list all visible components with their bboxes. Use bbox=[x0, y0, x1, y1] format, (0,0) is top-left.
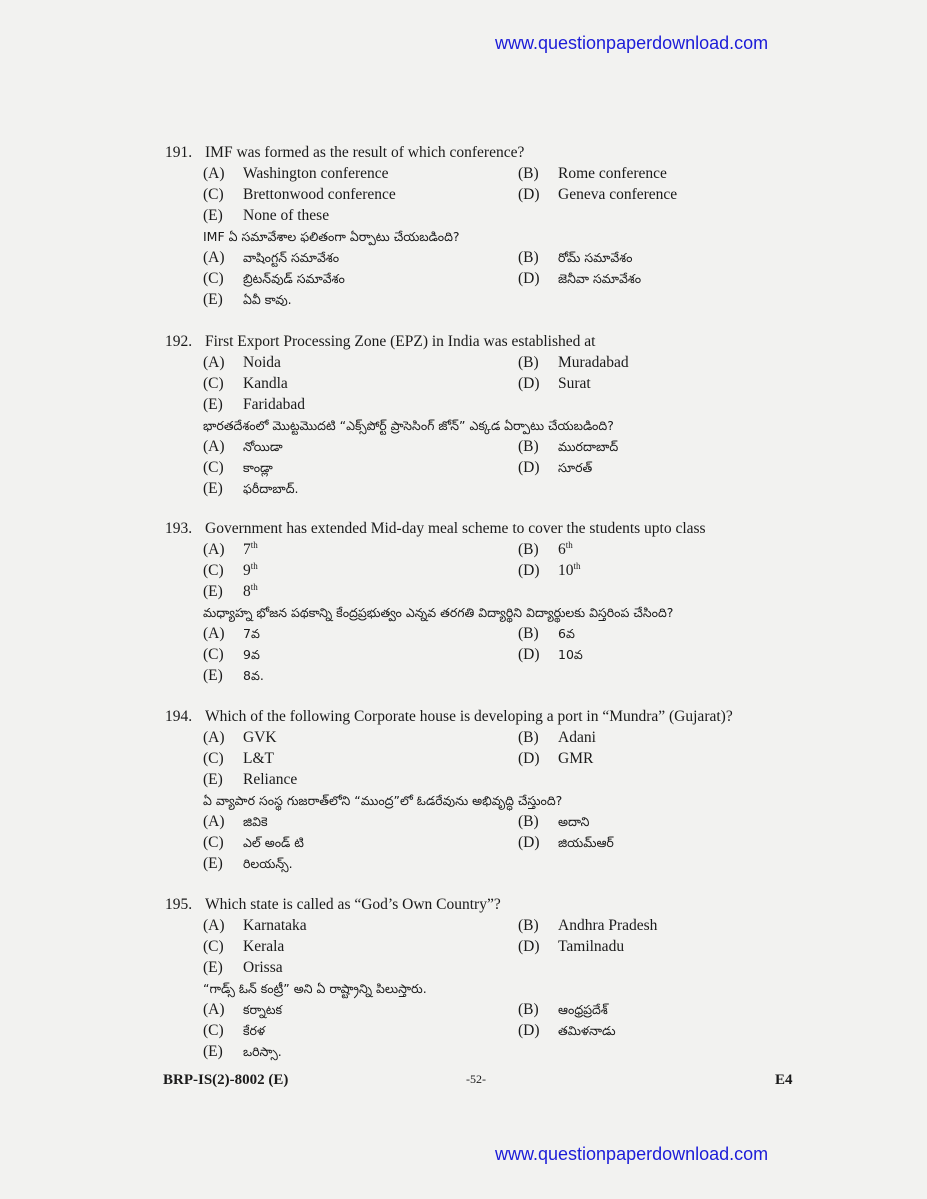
option-e: (E) Orissa bbox=[203, 959, 283, 976]
option-d: (D) 10th bbox=[518, 560, 581, 579]
question-text: Government has extended Mid-day meal scheme to cover the students upto class bbox=[205, 520, 706, 537]
question-text-telugu: మధ్యాహ్న భోజన పథకాన్ని కేంద్రప్రభుత్వం ఎన్నవ తరగతి విద్యార్థిని విద్యార్థులకు విస్తరింప చేసింది? bbox=[203, 605, 674, 620]
option-c: (C) 9th bbox=[203, 560, 258, 579]
paper-set: E4 bbox=[775, 1072, 793, 1088]
question-text-telugu: “గాడ్స్ ఓన్ కంట్రీ” అని ఏ రాష్ట్రాన్ని పిలుస్తారు. bbox=[203, 981, 427, 996]
question-number: 193. bbox=[165, 520, 193, 537]
option-d: (D) Surat bbox=[518, 375, 591, 392]
question-text: Which state is called as “God’s Own Country”? bbox=[205, 896, 501, 913]
option-b-telugu: (B) అదాని bbox=[518, 813, 590, 830]
question-text-telugu: ఏ వ్యాపార సంస్థ గుజరాత్‌లోని “ముంద్ర”లో ఓడరేవును అభివృద్ధి చేస్తుంది? bbox=[203, 793, 563, 808]
paper-code: BRP-IS(2)-8002 (E) bbox=[163, 1072, 289, 1088]
option-b-telugu: (B) రోమ్ సమావేశం bbox=[518, 249, 633, 266]
option-c-telugu: (C) కేరళ bbox=[203, 1022, 266, 1039]
option-c-telugu: (C) ఎల్ అండ్ టి bbox=[203, 834, 304, 851]
option-e-telugu: (E) రిలయన్స్. bbox=[203, 855, 293, 872]
question-195 bbox=[165, 894, 785, 1062]
option-e-telugu: (E) ఒరిస్సా. bbox=[203, 1043, 282, 1060]
question-number: 191. bbox=[165, 144, 193, 161]
question-stem bbox=[165, 894, 785, 915]
question-stem bbox=[165, 331, 785, 352]
question-number: 192. bbox=[165, 333, 193, 350]
watermark-bottom[interactable]: www.questionpaperdownload.com bbox=[495, 1144, 769, 1164]
option-a: (A) 7th bbox=[203, 539, 258, 558]
option-a-telugu: (A) వాషింగ్టన్ సమావేశం bbox=[203, 249, 340, 266]
option-b-telugu: (B) 6వ bbox=[518, 625, 575, 642]
option-c: (C) Kandla bbox=[203, 375, 288, 392]
option-d: (D) Tamilnadu bbox=[518, 938, 625, 955]
question-194 bbox=[165, 706, 785, 874]
option-b: (B) 6th bbox=[518, 539, 573, 558]
page-footer bbox=[163, 1072, 803, 1092]
option-a: (A) Karnataka bbox=[203, 917, 307, 934]
option-c-telugu: (C) బ్రిటన్‌వుడ్ సమావేశం bbox=[203, 270, 345, 287]
question-text-telugu: IMF ఏ సమావేశాల ఫలితంగా ఏర్పాటు చేయబడింది? bbox=[203, 229, 460, 244]
option-a-telugu: (A) జివికె bbox=[203, 813, 268, 830]
page-number: -52- bbox=[466, 1072, 486, 1086]
option-b: (B) Andhra Pradesh bbox=[518, 917, 658, 934]
option-a: (A) Noida bbox=[203, 354, 281, 371]
option-e-telugu: (E) 8వ. bbox=[203, 667, 264, 684]
option-d-telugu: (D) జియమ్ఆర్ bbox=[518, 834, 614, 851]
option-d: (D) Geneva conference bbox=[518, 186, 678, 203]
option-d: (D) GMR bbox=[518, 750, 594, 767]
question-text: First Export Processing Zone (EPZ) in India was established at bbox=[205, 333, 596, 350]
watermark-top[interactable]: www.questionpaperdownload.com bbox=[495, 33, 769, 53]
question-stem bbox=[165, 142, 785, 163]
option-b: (B) Adani bbox=[518, 729, 596, 746]
option-d-telugu: (D) సూరత్ bbox=[518, 459, 593, 476]
option-b-telugu: (B) ఆంధ్రప్రదేశ్ bbox=[518, 1001, 608, 1018]
option-a-telugu: (A) నోయిడా bbox=[203, 438, 283, 455]
option-a: (A) Washington conference bbox=[203, 165, 389, 182]
option-e-telugu: (E) ఏవీ కావు. bbox=[203, 291, 292, 308]
question-191 bbox=[165, 142, 785, 310]
option-a-telugu: (A) 7వ bbox=[203, 625, 260, 642]
option-c-telugu: (C) 9వ bbox=[203, 646, 260, 663]
option-c: (C) Brettonwood conference bbox=[203, 186, 396, 203]
option-c-telugu: (C) కాండ్లా bbox=[203, 459, 273, 476]
option-d-telugu: (D) తమిళనాడు bbox=[518, 1022, 616, 1039]
option-d-telugu: (D) 10వ bbox=[518, 646, 583, 663]
question-192 bbox=[165, 331, 785, 499]
option-e: (E) 8th bbox=[203, 581, 258, 600]
option-e: (E) Reliance bbox=[203, 771, 298, 788]
question-text: IMF was formed as the result of which conference? bbox=[205, 144, 525, 161]
option-c: (C) L&T bbox=[203, 750, 274, 767]
option-c: (C) Kerala bbox=[203, 938, 285, 955]
option-e: (E) Faridabad bbox=[203, 396, 305, 413]
question-stem bbox=[165, 518, 785, 539]
option-d-telugu: (D) జెనీవా సమావేశం bbox=[518, 270, 642, 287]
option-e-telugu: (E) ఫరీదాబాద్. bbox=[203, 480, 299, 497]
question-number: 195. bbox=[165, 896, 193, 913]
question-stem bbox=[165, 706, 785, 727]
option-a-telugu: (A) కర్నాటక bbox=[203, 1001, 282, 1018]
question-number: 194. bbox=[165, 708, 193, 725]
option-a: (A) GVK bbox=[203, 729, 277, 746]
question-text-telugu: భారతదేశంలో మొట్టమొదటి “ఎక్స్‌పోర్ట్ ప్రాసెసింగ్ జోన్” ఎక్కడ ఏర్పాటు చేయబడింది? bbox=[203, 418, 614, 433]
option-b: (B) Rome conference bbox=[518, 165, 667, 182]
option-b-telugu: (B) మురదాబాద్ bbox=[518, 438, 619, 455]
option-e: (E) None of these bbox=[203, 207, 330, 224]
question-text: Which of the following Corporate house is developing a port in “Mundra” (Gujarat)? bbox=[205, 708, 733, 725]
question-193 bbox=[165, 518, 785, 686]
option-b: (B) Muradabad bbox=[518, 354, 629, 371]
